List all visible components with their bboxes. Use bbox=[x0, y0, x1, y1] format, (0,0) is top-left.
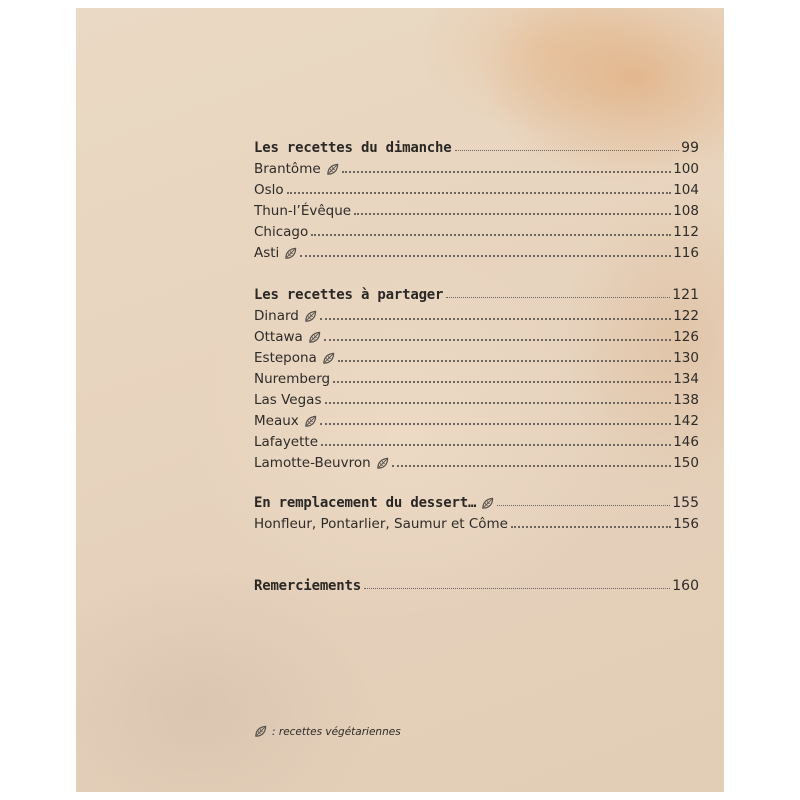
page-number: 122 bbox=[673, 308, 699, 324]
entry-title: Thun-l’Évêque bbox=[254, 203, 352, 219]
heading-title: Les recettes à partager bbox=[254, 287, 444, 303]
leaf-icon bbox=[376, 457, 389, 470]
toc-heading[interactable] bbox=[254, 132, 699, 156]
leaf-icon bbox=[304, 415, 317, 428]
section-spacer bbox=[254, 471, 699, 487]
section-spacer bbox=[254, 261, 699, 279]
dot-leader bbox=[311, 234, 671, 236]
dot-leader bbox=[325, 402, 672, 404]
page-number: 99 bbox=[681, 140, 699, 156]
dot-leader bbox=[324, 339, 671, 341]
heading-title: Remerciements bbox=[254, 578, 361, 594]
leaf-icon bbox=[254, 725, 267, 738]
toc-heading[interactable] bbox=[254, 570, 699, 594]
page-number: 150 bbox=[673, 455, 699, 471]
entry-title: Nuremberg bbox=[254, 371, 331, 387]
toc-heading[interactable] bbox=[254, 487, 699, 511]
page-number: 130 bbox=[673, 350, 699, 366]
dot-leader bbox=[364, 588, 670, 589]
toc-entry[interactable] bbox=[254, 219, 699, 240]
leaf-icon bbox=[481, 497, 494, 510]
toc-entry[interactable] bbox=[254, 240, 699, 261]
page-number: 134 bbox=[673, 371, 699, 387]
page-number: 104 bbox=[673, 182, 699, 198]
dot-leader bbox=[338, 360, 671, 362]
page-number: 126 bbox=[673, 329, 699, 345]
toc-entry[interactable] bbox=[254, 303, 699, 324]
page-number: 160 bbox=[672, 578, 699, 594]
page-number: 142 bbox=[673, 413, 699, 429]
dot-leader bbox=[320, 423, 671, 425]
entry-title: Lamotte-Beuvron bbox=[254, 455, 389, 471]
entry-title: Brantôme bbox=[254, 161, 339, 177]
toc-entry[interactable] bbox=[254, 408, 699, 429]
entry-title: Estepona bbox=[254, 350, 335, 366]
page-number: 156 bbox=[673, 516, 699, 532]
toc-entry[interactable] bbox=[254, 156, 699, 177]
dot-leader bbox=[321, 444, 671, 446]
leaf-icon bbox=[304, 310, 317, 323]
toc-entry[interactable] bbox=[254, 366, 699, 387]
page-number: 112 bbox=[673, 224, 699, 240]
entry-title: Meaux bbox=[254, 413, 317, 429]
entry-title: Asti bbox=[254, 245, 297, 261]
page-number: 138 bbox=[673, 392, 699, 408]
toc-entry[interactable] bbox=[254, 450, 699, 471]
page-number: 155 bbox=[672, 495, 699, 511]
leaf-icon bbox=[322, 352, 335, 365]
page-number: 100 bbox=[673, 161, 699, 177]
dot-leader bbox=[333, 381, 671, 383]
dot-leader bbox=[320, 318, 671, 320]
toc-entry[interactable] bbox=[254, 429, 699, 450]
section-spacer bbox=[254, 532, 699, 570]
toc-entry[interactable] bbox=[254, 387, 699, 408]
dot-leader bbox=[300, 255, 671, 257]
heading-title: En remplacement du dessert… bbox=[254, 495, 494, 511]
dot-leader bbox=[342, 171, 672, 173]
page-number: 108 bbox=[673, 203, 699, 219]
entry-title: Honfleur, Pontarlier, Saumur et Côme bbox=[254, 516, 508, 532]
dot-leader bbox=[287, 192, 672, 194]
leaf-icon bbox=[284, 247, 297, 260]
toc-heading[interactable] bbox=[254, 279, 699, 303]
toc-entry[interactable] bbox=[254, 324, 699, 345]
page-number: 116 bbox=[673, 245, 699, 261]
page-number: 121 bbox=[672, 287, 699, 303]
dot-leader bbox=[446, 297, 670, 298]
vegetarian-legend bbox=[254, 725, 401, 738]
table-of-contents bbox=[254, 132, 699, 594]
toc-entry[interactable] bbox=[254, 177, 699, 198]
leaf-icon bbox=[326, 163, 339, 176]
entry-title: Chicago bbox=[254, 224, 309, 240]
entry-title: Ottawa bbox=[254, 329, 321, 345]
heading-title: Les recettes du dimanche bbox=[254, 140, 452, 156]
leaf-icon bbox=[308, 331, 321, 344]
page-number: 146 bbox=[673, 434, 699, 450]
toc-entry[interactable] bbox=[254, 345, 699, 366]
dot-leader bbox=[455, 150, 680, 151]
toc-entry[interactable] bbox=[254, 198, 699, 219]
legend-text: : recettes végétariennes bbox=[272, 725, 401, 738]
entry-title: Lafayette bbox=[254, 434, 319, 450]
entry-title: Las Vegas bbox=[254, 392, 322, 408]
page-background bbox=[76, 8, 724, 792]
dot-leader bbox=[511, 526, 671, 528]
dot-leader bbox=[354, 213, 671, 215]
dot-leader bbox=[497, 505, 670, 506]
dot-leader bbox=[392, 465, 672, 467]
toc-entry[interactable] bbox=[254, 511, 699, 532]
entry-title: Dinard bbox=[254, 308, 317, 324]
entry-title: Oslo bbox=[254, 182, 284, 198]
